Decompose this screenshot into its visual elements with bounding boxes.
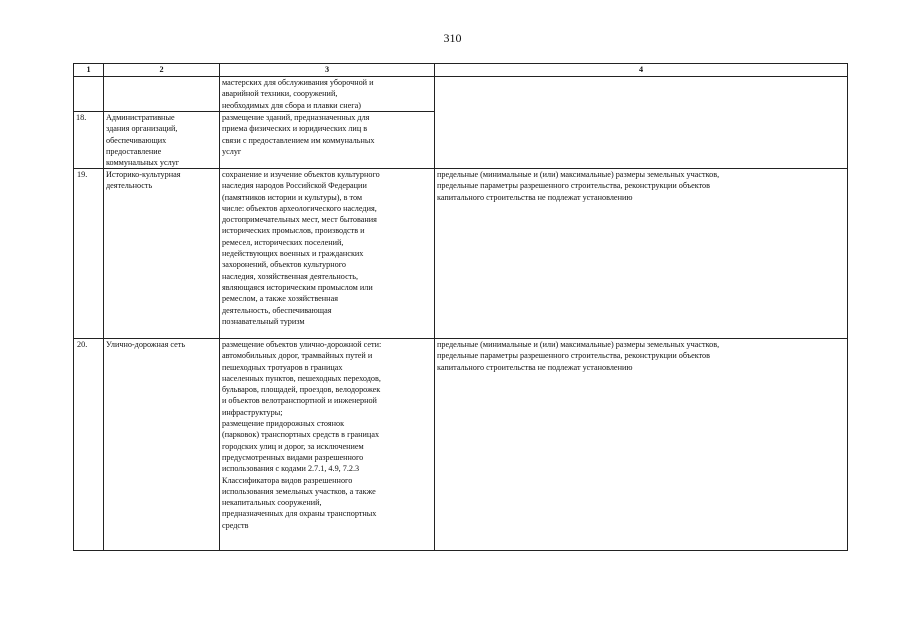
text-line: размещение придорожных стоянок: [222, 419, 345, 429]
text-line: размещение объектов улично-дорожной сети:: [222, 340, 382, 349]
text-line: наследия, хозяйственная деятельность,: [222, 271, 359, 281]
text-line: являющаяся историческим промыслом или: [222, 282, 373, 292]
text-line: познавательный туризм: [222, 316, 305, 326]
cell-description-continuation: [220, 77, 434, 111]
text-line: Классификатора видов разрешенного: [222, 475, 353, 485]
text-line: числе: объектов археологического наследия,: [222, 203, 377, 213]
text-line: деятельность, обеспечивающая: [222, 305, 332, 315]
text-line: средств: [222, 520, 249, 530]
table-row-20: [74, 339, 848, 551]
cell-name-continuation: [104, 77, 219, 111]
text-line: использования с кодами 2.7.1, 4.9, 7.2.3: [222, 464, 360, 474]
text-line: предельные параметры разрешенного строительства, реконструкции объектов: [437, 351, 711, 361]
text-line: (памятников истории и культуры), в том: [222, 192, 363, 202]
text-line: размещение зданий, предназначенных для: [222, 113, 370, 122]
text-line: некапитальных сооружений,: [222, 498, 322, 508]
text-line: связи с предоставлением им коммунальных: [222, 135, 375, 145]
text-line: предельные (минимальные и (или) максимальные) размеры земельных участков,: [437, 340, 720, 349]
text-line: населенных пунктов, пешеходных переходов,: [222, 373, 381, 383]
text-line: Историко-культурная: [106, 170, 181, 179]
text-line: коммунальных услуг: [106, 158, 180, 168]
text-line: предусмотренных видами разрешенного: [222, 452, 364, 462]
text-line: недействующих военных и гражданских: [222, 249, 364, 259]
header-col-4: 4: [435, 64, 848, 77]
cell-name-18: [104, 111, 219, 168]
text-line: услуг: [222, 146, 242, 156]
text-line: бульваров, площадей, проездов, велодорожек: [222, 385, 381, 395]
text-line: капитального строительства не подлежат установлению: [437, 362, 633, 372]
text-line: приема физических и юридических лиц в: [222, 124, 368, 134]
text-line: предоставление: [106, 146, 162, 156]
text-line: капитального строительства не подлежат установлению: [437, 192, 633, 202]
text-line: мастерских для обслуживания уборочной и: [222, 78, 374, 87]
text-line: аварийной техники, сооружений,: [222, 89, 338, 99]
text-line: здания организаций,: [106, 124, 178, 134]
text-line: предельные (минимальные и (или) максимальные) размеры земельных участков,: [437, 170, 720, 179]
text-line: пешеходных тротуаров в границах: [222, 362, 343, 372]
cell-description-18: [220, 111, 434, 168]
text-line: использования земельных участков, а также: [222, 486, 376, 496]
text-line: захоронений, объектов культурного: [222, 260, 346, 270]
cell-number-continuation: [74, 77, 103, 111]
text-line: деятельность: [106, 181, 153, 191]
text-line: необходимых для сбора и плавки снега): [222, 100, 361, 110]
header-col-1: 1: [74, 64, 104, 77]
text-line: сохранение и изучение объектов культурного: [222, 170, 380, 179]
cell-name-19: [104, 169, 220, 339]
cell-description-19: [220, 169, 435, 339]
text-line: (парковок) транспортных средств в границах: [222, 430, 380, 440]
text-line: предельные параметры разрешенного строительства, реконструкции объектов: [437, 181, 711, 191]
text-line: автомобильных дорог, трамвайных путей и: [222, 351, 373, 361]
header-row: [74, 64, 848, 77]
text-line: инфраструктуры;: [222, 407, 283, 417]
text-line: обеспечивающих: [106, 135, 167, 145]
text-line: ремеслом, а также хозяйственная: [222, 294, 338, 304]
text-line: исторических промыслов, производств и: [222, 226, 365, 236]
text-line: городских улиц и дорог, за исключением: [222, 441, 364, 451]
text-line: и объектов велотранспортной и инженерной: [222, 396, 377, 406]
cell-description-20: [220, 339, 435, 551]
cell-name: [104, 77, 220, 169]
cell-number: [74, 77, 104, 169]
page-number: 310: [443, 31, 462, 45]
cell-parameters-continuation-18: [435, 77, 848, 169]
cell-number-20: 20.: [74, 339, 104, 551]
zoning-table: [73, 63, 848, 551]
table-row-continuation-18: [74, 77, 848, 169]
text-line: Административные: [106, 113, 175, 122]
header-col-3: 3: [220, 64, 435, 77]
header-col-2: 2: [104, 64, 220, 77]
cell-name-20: [104, 339, 220, 551]
table-row-19: [74, 169, 848, 339]
cell-parameters-20: [435, 339, 848, 551]
cell-description: [220, 77, 435, 169]
text-line: ремесел, исторических поселений,: [222, 237, 344, 247]
cell-parameters-19: [435, 169, 848, 339]
text-line: предназначенных для охраны транспортных: [222, 509, 377, 519]
text-line: достопримечательных мест, мест бытования: [222, 215, 377, 225]
cell-number-19: 19.: [74, 169, 104, 339]
text-line: наследия народов Российской Федерации: [222, 181, 367, 191]
cell-number-18: 18.: [74, 111, 103, 168]
text-line: Улично-дорожная сеть: [106, 340, 186, 349]
